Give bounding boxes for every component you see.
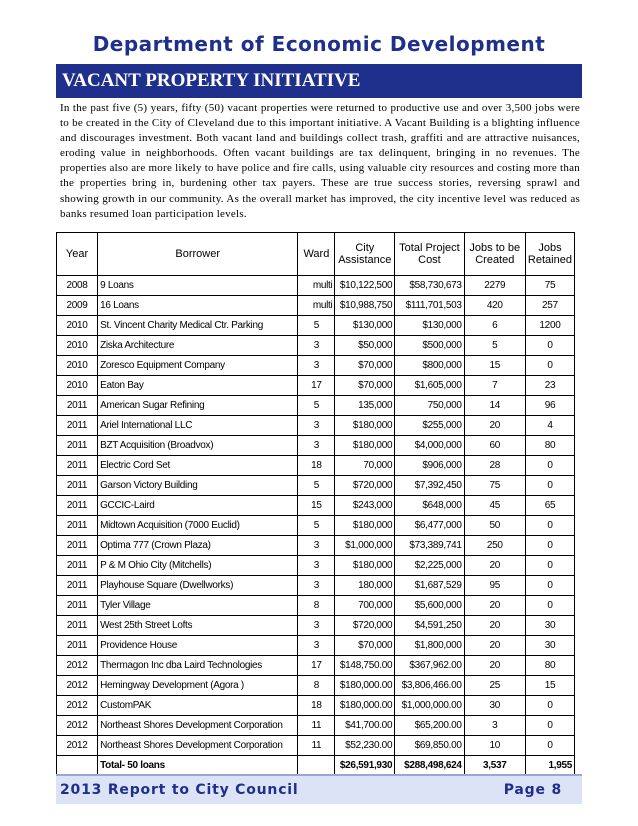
ward-cell: 3 <box>298 416 335 436</box>
borrower-cell: Hemingway Development (Agora ) <box>98 676 298 696</box>
year-cell: 2011 <box>57 536 98 556</box>
jobs-created-cell: 15 <box>464 356 525 376</box>
year-cell: 2012 <box>57 656 98 676</box>
ward-cell: 18 <box>298 456 335 476</box>
jobs-created-cell: 75 <box>464 476 525 496</box>
year-cell: 2010 <box>57 356 98 376</box>
jobs-created-cell: 14 <box>464 396 525 416</box>
total-jobs-created: 3,537 <box>464 756 525 776</box>
jobs-retained-cell: 0 <box>525 336 574 356</box>
city-assistance-cell: $180,000 <box>335 416 395 436</box>
jobs-created-cell: 28 <box>464 456 525 476</box>
ward-cell: 18 <box>298 696 335 716</box>
year-cell: 2009 <box>57 296 98 316</box>
table-row <box>57 616 575 636</box>
table-row <box>57 696 575 716</box>
jobs-retained-cell: 0 <box>525 736 574 756</box>
ward-cell: 3 <box>298 356 335 376</box>
city-assistance-cell: $180,000 <box>335 436 395 456</box>
table-row <box>57 716 575 736</box>
total-project-cost-cell: $2,225,000 <box>395 556 464 576</box>
jobs-retained-cell: 30 <box>525 636 574 656</box>
total-project-cost-cell: $3,806,466.00 <box>395 676 464 696</box>
ward-cell: 5 <box>298 316 335 336</box>
total-project-cost-cell: $1,687,529 <box>395 576 464 596</box>
table-row <box>57 516 575 536</box>
total-label: Total- 50 loans <box>98 756 298 776</box>
header-jobs-created-line2: Created <box>475 254 515 266</box>
header-jobs-retained <box>525 233 574 276</box>
ward-cell: 15 <box>298 496 335 516</box>
year-cell: 2011 <box>57 596 98 616</box>
total-project-cost-cell: $500,000 <box>395 336 464 356</box>
table-row <box>57 416 575 436</box>
jobs-retained-cell: 0 <box>525 716 574 736</box>
borrower-cell: Ariel International LLC <box>98 416 298 436</box>
borrower-cell: Zoresco Equipment Company <box>98 356 298 376</box>
year-cell: 2008 <box>57 276 98 296</box>
ward-cell: multi <box>298 296 335 316</box>
table-row <box>57 396 575 416</box>
jobs-created-cell: 3 <box>464 716 525 736</box>
jobs-created-cell: 50 <box>464 516 525 536</box>
ward-cell: 8 <box>298 596 335 616</box>
total-project-cost-cell: $7,392,450 <box>395 476 464 496</box>
header-jobs-retained-line1: Jobs <box>538 242 562 254</box>
borrower-cell: Tyler Village <box>98 596 298 616</box>
borrower-cell: Garson Victory Building <box>98 476 298 496</box>
ward-cell: 3 <box>298 576 335 596</box>
jobs-created-cell: 250 <box>464 536 525 556</box>
ward-cell: 5 <box>298 516 335 536</box>
borrower-cell: Ziska Architecture <box>98 336 298 356</box>
year-cell: 2010 <box>57 376 98 396</box>
borrower-cell: Northeast Shores Development Corporation <box>98 736 298 756</box>
loans-table <box>56 232 575 776</box>
city-assistance-cell: $243,000 <box>335 496 395 516</box>
borrower-cell: American Sugar Refining <box>98 396 298 416</box>
department-title: Department of Economic Development <box>92 32 546 56</box>
jobs-retained-cell: 65 <box>525 496 574 516</box>
total-project-cost-cell: 750,000 <box>395 396 464 416</box>
ward-cell: 5 <box>298 396 335 416</box>
total-project-cost-cell: $73,389,741 <box>395 536 464 556</box>
total-project-cost-cell: $69,850.00 <box>395 736 464 756</box>
year-cell: 2011 <box>57 496 98 516</box>
table-row <box>57 596 575 616</box>
jobs-created-cell: 45 <box>464 496 525 516</box>
jobs-retained-cell: 4 <box>525 416 574 436</box>
city-assistance-cell: 700,000 <box>335 596 395 616</box>
city-assistance-cell: $1,000,000 <box>335 536 395 556</box>
year-cell: 2010 <box>57 316 98 336</box>
year-cell: 2010 <box>57 336 98 356</box>
header-city-assistance-line2: Assistance <box>338 254 392 266</box>
borrower-cell: West 25th Street Lofts <box>98 616 298 636</box>
year-cell: 2011 <box>57 576 98 596</box>
table-row <box>57 636 575 656</box>
jobs-created-cell: 7 <box>464 376 525 396</box>
total-project-cost-cell: $4,591,250 <box>395 616 464 636</box>
borrower-cell: Eaton Bay <box>98 376 298 396</box>
jobs-retained-cell: 257 <box>525 296 574 316</box>
table-row <box>57 276 575 296</box>
ward-cell: 11 <box>298 736 335 756</box>
city-assistance-cell: $180,000 <box>335 516 395 536</box>
total-jobs-retained: 1,955 <box>525 756 574 776</box>
city-assistance-cell: 135,000 <box>335 396 395 416</box>
table-row <box>57 456 575 476</box>
total-project-cost-cell: $906,000 <box>395 456 464 476</box>
borrower-cell: Optima 777 (Crown Plaza) <box>98 536 298 556</box>
table-row <box>57 576 575 596</box>
intro-paragraph: In the past five (5) years, fifty (50) vacant properties were returned to productive use and over 3,500 jobs were to be created in the City of Cleveland due to this important initiative. A Vacant Building is a blighting influence and discourages investment. Both vacant land and buildings collect trash, graffiti and are attractive nuisances, eroding value in neighborhoods. Often vacant buildings are tax delinquent, bringing in no revenues. The properties also are more likely to have police and fire calls, using valuable city resources and costing more than the properties bring in, burdening other tax payers. These are true success stories, reversing sprawl and showing growth in our community. As the overall market has improved, the city incentive level was reduced as banks resumed loan participation levels. <box>60 102 580 220</box>
borrower-cell: Electric Cord Set <box>98 456 298 476</box>
year-cell: 2011 <box>57 616 98 636</box>
city-assistance-cell: 180,000 <box>335 576 395 596</box>
header-ward: Ward <box>298 233 335 276</box>
header-total-project-cost-line2: Cost <box>418 254 441 266</box>
city-assistance-cell: 70,000 <box>335 456 395 476</box>
jobs-created-cell: 2279 <box>464 276 525 296</box>
city-assistance-cell: $10,122,500 <box>335 276 395 296</box>
city-assistance-cell: $70,000 <box>335 376 395 396</box>
jobs-retained-cell: 0 <box>525 476 574 496</box>
year-cell: 2011 <box>57 436 98 456</box>
jobs-created-cell: 5 <box>464 336 525 356</box>
city-assistance-cell: $148,750.00 <box>335 656 395 676</box>
total-row <box>57 756 575 776</box>
header-city-assistance-line1: City <box>355 242 375 254</box>
ward-cell: 17 <box>298 376 335 396</box>
table-row <box>57 376 575 396</box>
table-row <box>57 316 575 336</box>
page-footer <box>56 774 582 804</box>
table-row <box>57 536 575 556</box>
ward-cell: 3 <box>298 556 335 576</box>
ward-cell: 3 <box>298 616 335 636</box>
jobs-retained-cell: 75 <box>525 276 574 296</box>
jobs-created-cell: 20 <box>464 596 525 616</box>
borrower-cell: P & M Ohio City (Mitchells) <box>98 556 298 576</box>
jobs-created-cell: 20 <box>464 636 525 656</box>
jobs-retained-cell: 1200 <box>525 316 574 336</box>
ward-cell: 17 <box>298 656 335 676</box>
jobs-retained-cell: 96 <box>525 396 574 416</box>
jobs-created-cell: 20 <box>464 556 525 576</box>
borrower-cell: CustomPAK <box>98 696 298 716</box>
total-project-cost-cell: $367,962.00 <box>395 656 464 676</box>
jobs-retained-cell: 80 <box>525 436 574 456</box>
year-cell: 2011 <box>57 516 98 536</box>
jobs-created-cell: 20 <box>464 656 525 676</box>
year-cell: 2011 <box>57 636 98 656</box>
header-city-assistance <box>335 233 395 276</box>
borrower-cell: BZT Acquisition (Broadvox) <box>98 436 298 456</box>
borrower-cell: Thermagon Inc dba Laird Technologies <box>98 656 298 676</box>
header-total-project-cost <box>395 233 464 276</box>
total-project-cost-cell: $5,600,000 <box>395 596 464 616</box>
table-row <box>57 356 575 376</box>
jobs-created-cell: 10 <box>464 736 525 756</box>
jobs-retained-cell: 0 <box>525 356 574 376</box>
jobs-created-cell: 30 <box>464 696 525 716</box>
jobs-created-cell: 6 <box>464 316 525 336</box>
year-cell: 2011 <box>57 396 98 416</box>
table-row <box>57 476 575 496</box>
header-jobs-created-line1: Jobs to be <box>469 242 521 254</box>
total-ward-cell <box>298 756 335 776</box>
total-year-cell <box>57 756 98 776</box>
borrower-cell: St. Vincent Charity Medical Ctr. Parking <box>98 316 298 336</box>
total-project-cost-cell: $4,000,000 <box>395 436 464 456</box>
year-cell: 2011 <box>57 476 98 496</box>
total-project-cost-cell: $6,477,000 <box>395 516 464 536</box>
total-project-cost-cell: $1,000,000.00 <box>395 696 464 716</box>
footer-report-title: 2013 Report to City Council <box>60 782 299 798</box>
year-cell: 2012 <box>57 716 98 736</box>
total-project-cost-cell: $800,000 <box>395 356 464 376</box>
year-cell: 2012 <box>57 696 98 716</box>
ward-cell: 11 <box>298 716 335 736</box>
jobs-retained-cell: 15 <box>525 676 574 696</box>
table-row <box>57 736 575 756</box>
table-row <box>57 336 575 356</box>
total-cost: $288,498,624 <box>395 756 464 776</box>
jobs-retained-cell: 0 <box>525 596 574 616</box>
ward-cell: 3 <box>298 436 335 456</box>
jobs-retained-cell: 0 <box>525 576 574 596</box>
city-assistance-cell: $180,000.00 <box>335 676 395 696</box>
city-assistance-cell: $50,000 <box>335 336 395 356</box>
jobs-created-cell: 25 <box>464 676 525 696</box>
jobs-retained-cell: 30 <box>525 616 574 636</box>
jobs-created-cell: 60 <box>464 436 525 456</box>
total-project-cost-cell: $65,200.00 <box>395 716 464 736</box>
total-project-cost-cell: $130,000 <box>395 316 464 336</box>
ward-cell: multi <box>298 276 335 296</box>
city-assistance-cell: $70,000 <box>335 636 395 656</box>
year-cell: 2011 <box>57 416 98 436</box>
jobs-retained-cell: 23 <box>525 376 574 396</box>
jobs-created-cell: 20 <box>464 616 525 636</box>
table-row <box>57 676 575 696</box>
city-assistance-cell: $41,700.00 <box>335 716 395 736</box>
ward-cell: 3 <box>298 636 335 656</box>
city-assistance-cell: $180,000 <box>335 556 395 576</box>
total-project-cost-cell: $1,605,000 <box>395 376 464 396</box>
ward-cell: 8 <box>298 676 335 696</box>
table-row <box>57 556 575 576</box>
borrower-cell: GCCIC-Laird <box>98 496 298 516</box>
jobs-created-cell: 420 <box>464 296 525 316</box>
city-assistance-cell: $720,000 <box>335 616 395 636</box>
header-year: Year <box>57 233 98 276</box>
table-header-row <box>57 233 575 276</box>
year-cell: 2012 <box>57 736 98 756</box>
borrower-cell: Midtown Acquisition (7000 Euclid) <box>98 516 298 536</box>
jobs-retained-cell: 0 <box>525 516 574 536</box>
total-project-cost-cell: $648,000 <box>395 496 464 516</box>
borrower-cell: Northeast Shores Development Corporation <box>98 716 298 736</box>
jobs-retained-cell: 0 <box>525 536 574 556</box>
header-total-project-cost-line1: Total Project <box>399 242 460 254</box>
jobs-created-cell: 20 <box>464 416 525 436</box>
city-assistance-cell: $10,988,750 <box>335 296 395 316</box>
ward-cell: 3 <box>298 536 335 556</box>
table-row <box>57 656 575 676</box>
borrower-cell: 9 Loans <box>98 276 298 296</box>
year-cell: 2011 <box>57 456 98 476</box>
jobs-retained-cell: 80 <box>525 656 574 676</box>
year-cell: 2012 <box>57 676 98 696</box>
total-project-cost-cell: $58,730,673 <box>395 276 464 296</box>
table-row <box>57 436 575 456</box>
section-banner: VACANT PROPERTY INITIATIVE <box>56 64 582 98</box>
table-body <box>57 276 575 756</box>
header-borrower: Borrower <box>98 233 298 276</box>
total-project-cost-cell: $1,800,000 <box>395 636 464 656</box>
table-row <box>57 496 575 516</box>
borrower-cell: 16 Loans <box>98 296 298 316</box>
city-assistance-cell: $720,000 <box>335 476 395 496</box>
total-project-cost-cell: $111,701,503 <box>395 296 464 316</box>
jobs-retained-cell: 0 <box>525 696 574 716</box>
table-row <box>57 296 575 316</box>
jobs-retained-cell: 0 <box>525 556 574 576</box>
city-assistance-cell: $70,000 <box>335 356 395 376</box>
header-jobs-retained-line2: Retained <box>527 254 572 266</box>
total-assistance: $26,591,930 <box>335 756 395 776</box>
header-jobs-created <box>464 233 525 276</box>
borrower-cell: Playhouse Square (Dwellworks) <box>98 576 298 596</box>
footer-page-number: Page 8 <box>503 782 562 798</box>
ward-cell: 3 <box>298 336 335 356</box>
year-cell: 2011 <box>57 556 98 576</box>
city-assistance-cell: $130,000 <box>335 316 395 336</box>
ward-cell: 5 <box>298 476 335 496</box>
city-assistance-cell: $180,000.00 <box>335 696 395 716</box>
borrower-cell: Providence House <box>98 636 298 656</box>
city-assistance-cell: $52,230.00 <box>335 736 395 756</box>
jobs-retained-cell: 0 <box>525 456 574 476</box>
total-project-cost-cell: $255,000 <box>395 416 464 436</box>
jobs-created-cell: 95 <box>464 576 525 596</box>
